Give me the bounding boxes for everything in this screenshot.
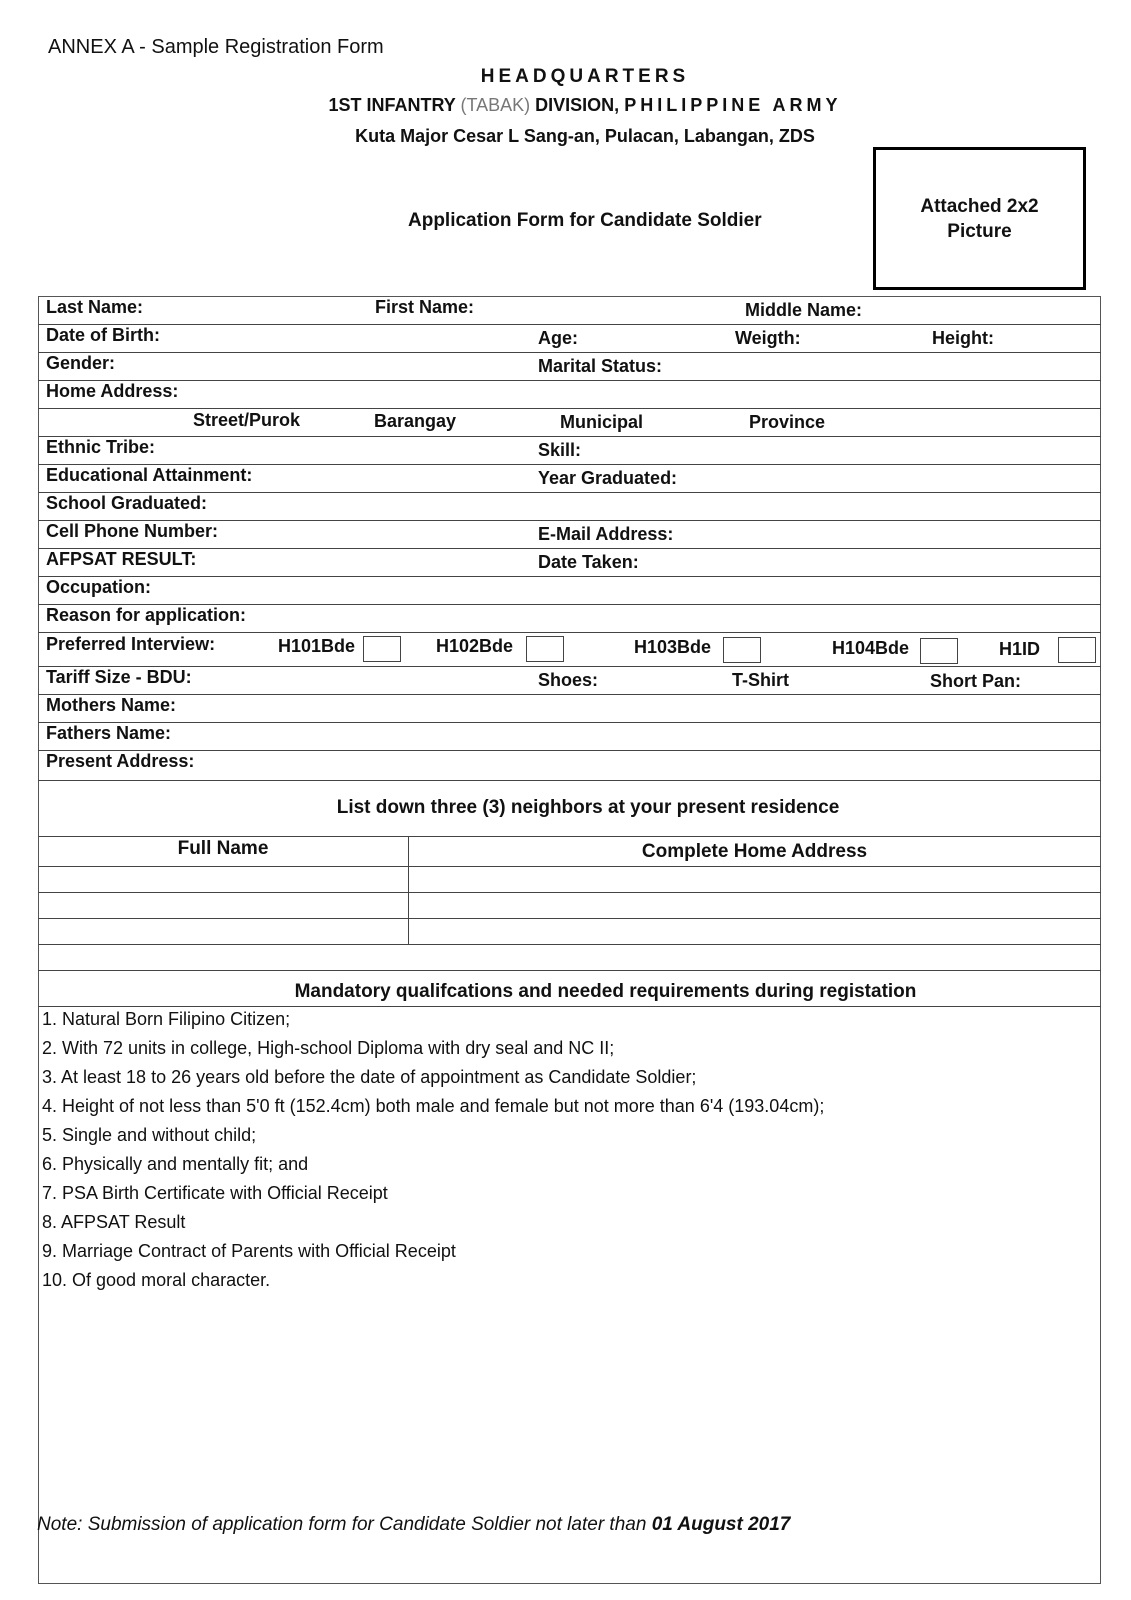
h104bde-checkbox[interactable] — [920, 638, 958, 664]
address-column-header: Complete Home Address — [641, 841, 868, 862]
row-divider — [38, 576, 1101, 577]
row-divider — [38, 436, 1101, 437]
first-name-label: First Name: — [375, 297, 475, 317]
requirement-item: 4. Height of not less than 5'0 ft (152.4cm) both male and female but not more than 6'4 (193.04cm); — [42, 1096, 825, 1116]
requirement-item: 7. PSA Birth Certificate with Official Receipt — [42, 1183, 388, 1203]
weight-label: Weigth: — [735, 328, 801, 348]
reason-label: Reason for application: — [46, 605, 247, 625]
afpsat-result-label: AFPSAT RESULT: — [46, 549, 197, 569]
row-divider — [38, 866, 1101, 867]
requirement-item: 1. Natural Born Filipino Citizen; — [42, 1009, 291, 1029]
headquarters-address: Kuta Major Cesar L Sang-an, Pulacan, Labangan, ZDS — [355, 126, 815, 146]
row-divider — [38, 632, 1101, 633]
last-name-label: Last Name: — [46, 297, 144, 317]
row-divider — [38, 722, 1101, 723]
division-prefix: 1ST INFANTRY — [328, 95, 461, 115]
form-title: Application Form for Candidate Soldier — [408, 210, 762, 231]
tshirt-label: T-Shirt — [732, 670, 789, 690]
requirements-heading: Mandatory qualifcations and needed requirements during registation — [294, 981, 917, 1002]
interview-option-label: H104Bde — [832, 638, 910, 658]
h101bde-checkbox[interactable] — [363, 636, 401, 662]
marital-status-label: Marital Status: — [538, 356, 663, 376]
photo-box — [873, 147, 1086, 290]
requirement-item: 10. Of good moral character. — [42, 1270, 271, 1290]
home-address-label: Home Address: — [46, 381, 179, 401]
row-divider — [38, 352, 1101, 353]
row-divider — [38, 780, 1101, 781]
barangay-label: Barangay — [374, 411, 457, 431]
interview-option-label: H103Bde — [634, 637, 712, 657]
photo-box-line1: Attached 2x2 — [920, 195, 1039, 217]
gender-label: Gender: — [46, 353, 116, 373]
photo-box-line2: Picture — [947, 220, 1012, 242]
h103bde-checkbox[interactable] — [723, 637, 761, 663]
province-label: Province — [749, 412, 826, 432]
cell-phone-label: Cell Phone Number: — [46, 521, 219, 541]
division-mid: DIVISION, — [530, 95, 625, 115]
row-divider — [38, 750, 1101, 751]
row-divider — [38, 324, 1101, 325]
requirement-item: 2. With 72 units in college, High-school Diploma with dry seal and NC II; — [42, 1038, 615, 1058]
note-deadline: 01 August 2017 — [651, 1514, 791, 1535]
neighbors-heading: List down three (3) neighbors at your present residence — [336, 797, 840, 818]
requirement-item: 3. At least 18 to 26 years old before the date of appointment as Candidate Soldier; — [42, 1067, 697, 1087]
row-divider — [38, 1006, 1101, 1007]
email-label: E-Mail Address: — [538, 524, 674, 544]
note-text: Submission of application form for Candidate Soldier not later than — [82, 1514, 652, 1535]
row-divider — [38, 666, 1101, 667]
row-divider — [38, 944, 1101, 945]
submission-note — [37, 1514, 790, 1536]
full-name-column-header: Full Name — [177, 838, 269, 859]
date-of-birth-label: Date of Birth: — [46, 325, 160, 345]
mothers-name-label: Mothers Name: — [46, 695, 177, 715]
tariff-size-label: Tariff Size - BDU: — [46, 667, 192, 687]
school-graduated-label: School Graduated: — [46, 493, 208, 513]
division-title — [0, 95, 1131, 116]
short-pants-label: Short Pan: — [930, 671, 1022, 691]
occupation-label: Occupation: — [46, 577, 152, 597]
army-name: PHILIPPINE ARMY — [624, 95, 842, 115]
date-taken-label: Date Taken: — [538, 552, 639, 572]
row-divider — [38, 892, 1101, 893]
row-divider — [38, 548, 1101, 549]
form-frame — [38, 296, 1101, 1584]
annex-title: ANNEX A - Sample Registration Form — [48, 36, 384, 58]
middle-name-label: Middle Name: — [745, 300, 863, 320]
row-divider — [38, 918, 1101, 919]
h1id-checkbox[interactable] — [1058, 637, 1096, 663]
street-label: Street/Purok — [193, 410, 301, 430]
row-divider — [38, 408, 1101, 409]
interview-option-label: H1ID — [999, 639, 1041, 659]
ethnic-tribe-label: Ethnic Tribe: — [46, 437, 156, 457]
skill-label: Skill: — [538, 440, 582, 460]
requirement-item: 9. Marriage Contract of Parents with Official Receipt — [42, 1241, 456, 1261]
h102bde-checkbox[interactable] — [526, 636, 564, 662]
fathers-name-label: Fathers Name: — [46, 723, 172, 743]
row-divider — [38, 694, 1101, 695]
division-nickname: (TABAK) — [460, 95, 531, 115]
municipal-label: Municipal — [560, 412, 644, 432]
education-label: Educational Attainment: — [46, 465, 253, 485]
age-label: Age: — [538, 328, 578, 348]
shoes-label: Shoes: — [538, 670, 599, 690]
year-graduated-label: Year Graduated: — [538, 468, 678, 488]
preferred-interview-label: Preferred Interview: — [46, 634, 216, 654]
row-divider — [38, 380, 1101, 381]
requirement-item: 6. Physically and mentally fit; and — [42, 1154, 309, 1174]
row-divider — [38, 836, 1101, 837]
headquarters-title: HEADQUARTERS — [480, 66, 690, 87]
interview-option-label: H101Bde — [278, 636, 356, 656]
row-divider — [38, 970, 1101, 971]
height-label: Height: — [932, 328, 994, 348]
present-address-label: Present Address: — [46, 751, 195, 771]
note-label: Note: — [37, 1514, 83, 1535]
requirement-item: 5. Single and without child; — [42, 1125, 257, 1145]
requirement-item: 8. AFPSAT Result — [42, 1212, 186, 1232]
interview-option-label: H102Bde — [436, 636, 514, 656]
